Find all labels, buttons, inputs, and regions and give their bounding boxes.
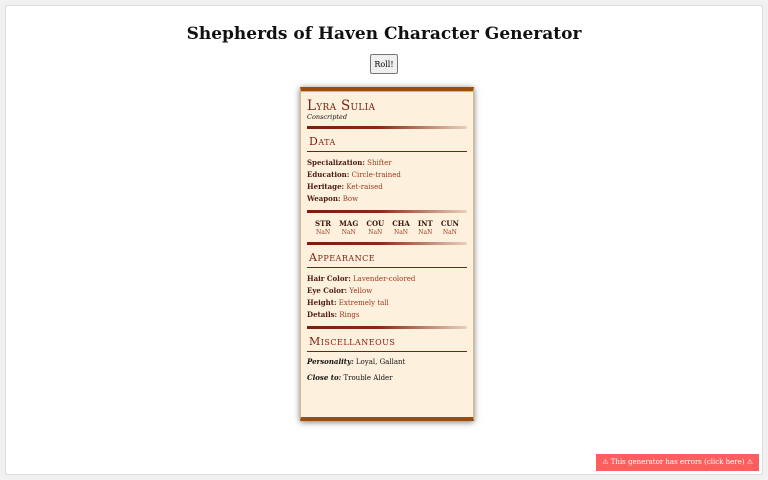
section-title-data: Data xyxy=(309,135,336,148)
section-rule xyxy=(307,351,467,352)
data-key: Heritage: xyxy=(307,182,345,191)
stat-name: CUN xyxy=(440,219,459,228)
error-badge[interactable]: ⚠ This generator has errors (click here) ⚠ xyxy=(596,454,759,471)
stat-name: INT xyxy=(417,219,433,228)
divider xyxy=(307,326,467,329)
stat-name: CHA xyxy=(392,219,410,228)
close-to-line xyxy=(307,373,467,383)
divider xyxy=(307,210,467,213)
stat-int xyxy=(418,219,433,237)
data-list xyxy=(307,157,467,205)
personality-line xyxy=(307,357,467,367)
data-key: Education: xyxy=(307,170,350,179)
appearance-value: Lavender-colored xyxy=(353,275,416,283)
section-rule xyxy=(307,151,467,152)
section-title-misc: Miscellaneous xyxy=(309,335,396,348)
stat-value: NaN xyxy=(442,229,457,236)
data-value: Shifter xyxy=(367,159,392,167)
stat-name: COU xyxy=(366,219,385,228)
roll-button[interactable]: Roll! xyxy=(370,54,398,74)
divider xyxy=(307,242,467,245)
stat-mag xyxy=(339,219,358,237)
data-key: Weapon: xyxy=(307,194,341,203)
appearance-list xyxy=(307,273,467,321)
appearance-key: Eye Color: xyxy=(307,286,348,295)
character-name: Lyra Sulia xyxy=(307,98,376,114)
data-value: Circle-trained xyxy=(351,171,401,179)
section-title-appearance: Appearance xyxy=(309,251,376,264)
stat-str xyxy=(315,219,331,237)
personality-key: Personality: xyxy=(307,357,354,366)
appearance-key: Details: xyxy=(307,310,338,319)
close-to-key: Close to: xyxy=(307,373,342,382)
generator-frame xyxy=(5,5,763,475)
appearance-value: Rings xyxy=(339,311,360,319)
close-to-value: Trouble Alder xyxy=(343,374,393,382)
appearance-item xyxy=(307,273,467,285)
appearance-item xyxy=(307,285,467,297)
divider xyxy=(307,126,467,129)
personality-value: Loyal, Gallant xyxy=(355,358,406,366)
appearance-key: Height: xyxy=(307,298,337,307)
data-key: Specialization: xyxy=(307,158,365,167)
stat-value: NaN xyxy=(368,229,383,236)
appearance-key: Hair Color: xyxy=(307,274,351,283)
page-title: Shepherds of Haven Character Generator xyxy=(186,24,582,44)
appearance-item xyxy=(307,309,467,321)
stat-cun xyxy=(441,219,459,237)
data-value: Ket-raised xyxy=(346,183,383,191)
section-rule xyxy=(307,267,467,268)
data-item xyxy=(307,157,467,169)
stat-cou xyxy=(366,219,384,237)
stats-row xyxy=(307,219,467,237)
card-top-highlight xyxy=(301,91,473,92)
stat-cha xyxy=(392,219,410,237)
appearance-value: Extremely tall xyxy=(338,299,389,307)
stat-value: NaN xyxy=(341,229,356,236)
character-subtitle: Conscripted xyxy=(307,113,348,121)
data-value: Bow xyxy=(342,195,359,203)
stat-value: NaN xyxy=(316,229,331,236)
stat-name: STR xyxy=(315,219,332,228)
appearance-value: Yellow xyxy=(349,287,373,295)
data-item xyxy=(307,181,467,193)
stat-value: NaN xyxy=(418,229,433,236)
data-item xyxy=(307,169,467,181)
appearance-item xyxy=(307,297,467,309)
character-card xyxy=(300,87,474,421)
stat-name: MAG xyxy=(339,219,359,228)
data-item xyxy=(307,193,467,205)
stat-value: NaN xyxy=(393,229,409,236)
